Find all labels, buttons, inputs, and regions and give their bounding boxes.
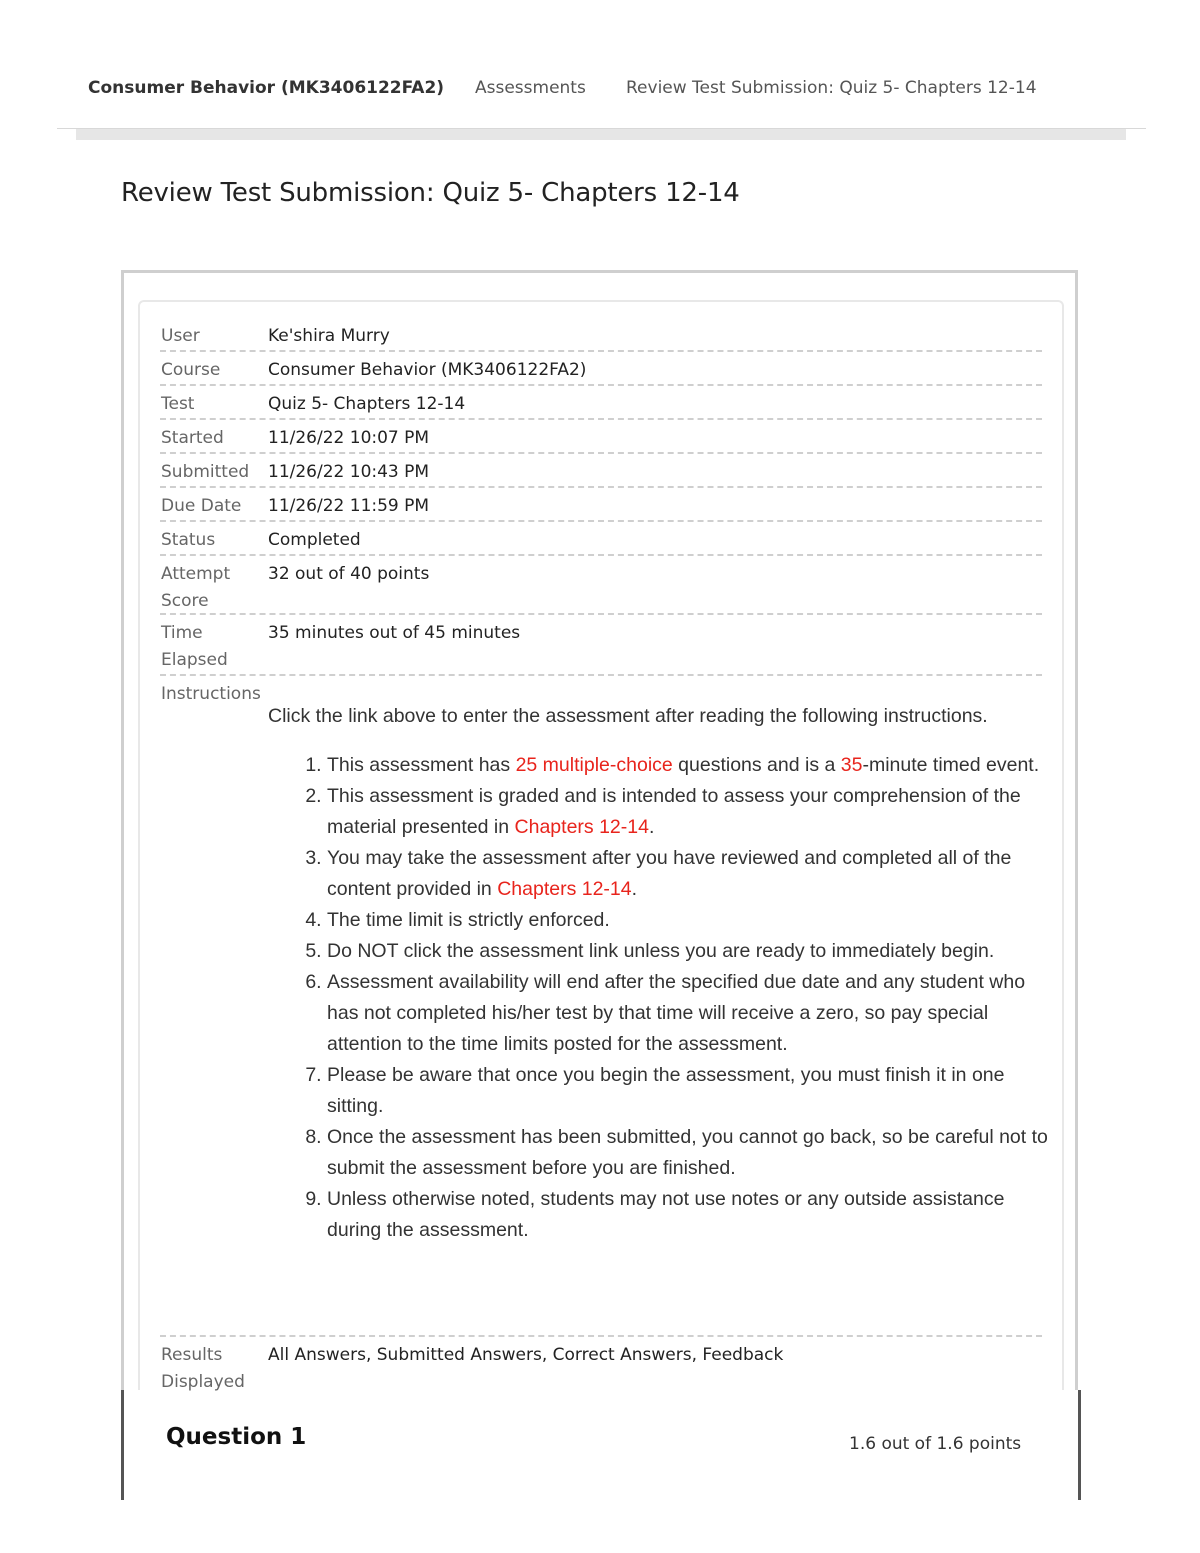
page-title: Review Test Submission: Quiz 5- Chapters 12-14: [121, 178, 740, 208]
detail-value-test: Quiz 5- Chapters 12-14: [268, 394, 466, 414]
instruction-item: 6. Assessment availability will end after the specified due date and any student who has not completed his/her test by that time will receive a zero, so pay special attention to the time limits posted for the assessment.: [327, 967, 1048, 1060]
detail-label: Instructions: [161, 684, 261, 704]
detail-label: [161, 1342, 266, 1396]
question-points: 1.6 out of 1.6 points: [849, 1434, 1022, 1454]
instruction-item: 5. Do NOT click the assessment link unless you are ready to immediately begin.: [327, 936, 1048, 967]
instruction-text: .: [631, 878, 638, 900]
instruction-text: .: [648, 816, 655, 838]
detail-row-test: [160, 386, 1042, 420]
instruction-text: questions and is a: [672, 754, 841, 776]
instruction-text: This assessment has: [327, 754, 516, 776]
detail-row-submitted: [160, 454, 1042, 488]
header-band: [76, 129, 1126, 140]
detail-value-results-displayed: All Answers, Submitted Answers, Correct Answers, Feedback: [268, 1345, 784, 1365]
detail-label: Started: [161, 428, 224, 448]
detail-label: User: [161, 326, 200, 346]
detail-label-line: Score: [161, 591, 209, 611]
detail-value-status: Completed: [268, 530, 361, 550]
instruction-text: You may take the assessment after you have reviewed and completed all of the content provided in: [327, 847, 1012, 900]
detail-row-user: [160, 318, 1042, 352]
submission-details-table: [160, 318, 1048, 1397]
detail-value-started: 11/26/22 10:07 PM: [268, 428, 430, 448]
instruction-item: 9. Unless otherwise noted, students may not use notes or any outside assistance during the assessment.: [327, 1184, 1048, 1246]
instruction-item: 4. The time limit is strictly enforced.: [327, 905, 1048, 936]
instruction-highlight: 35: [840, 754, 863, 776]
breadcrumb-course-link[interactable]: Consumer Behavior (MK3406122FA2): [88, 78, 445, 98]
breadcrumb-current-page: Review Test Submission: Quiz 5- Chapters 12-14: [626, 78, 1037, 98]
instruction-item: 7. Please be aware that once you begin the assessment, you must finish it in one sitting.: [327, 1060, 1048, 1122]
instruction-highlight: 25 multiple-choice: [515, 754, 673, 776]
detail-value-due-date: 11/26/22 11:59 PM: [268, 496, 430, 516]
instruction-item: [327, 843, 1048, 905]
detail-row-attempt-score: [160, 556, 1042, 615]
instruction-item: [327, 750, 1048, 781]
detail-label-line: Results: [161, 1345, 223, 1365]
detail-label: Status: [161, 530, 216, 550]
detail-value-user: Ke'shira Murry: [268, 326, 390, 346]
detail-label-line: Displayed: [161, 1372, 245, 1392]
detail-label: Submitted: [161, 462, 250, 482]
instruction-text: This assessment is graded and is intended to assess your comprehension of the material presented in: [327, 785, 1021, 838]
detail-row-started: [160, 420, 1042, 454]
instruction-text: -minute timed event.: [862, 754, 1040, 776]
detail-label-line: Elapsed: [161, 650, 228, 670]
instructions-body: [268, 704, 1048, 1246]
instructions-list: [268, 750, 1048, 1246]
instruction-highlight: Chapters 12-14: [514, 816, 649, 838]
detail-value-course: Consumer Behavior (MK3406122FA2): [268, 360, 587, 380]
detail-row-time-elapsed: [160, 615, 1042, 676]
detail-label: Course: [161, 360, 221, 380]
question-panel-border-right: [1078, 1390, 1081, 1500]
question-title: Question 1: [166, 1424, 307, 1450]
detail-row-instructions: [160, 676, 1048, 1337]
detail-label: Due Date: [161, 496, 242, 516]
detail-row-course: [160, 352, 1042, 386]
breadcrumb-assessments-link[interactable]: Assessments: [475, 78, 586, 98]
detail-value-time-elapsed: 35 minutes out of 45 minutes: [268, 623, 521, 643]
instruction-item: 8. Once the assessment has been submitted, you cannot go back, so be careful not to submit the assessment before you are finished.: [327, 1122, 1048, 1184]
detail-value-submitted: 11/26/22 10:43 PM: [268, 462, 430, 482]
instructions-intro: Click the link above to enter the assessment after reading the following instructions.: [268, 705, 988, 727]
detail-label: [161, 620, 266, 674]
detail-row-results-displayed: [160, 1337, 1042, 1397]
detail-label-line: Time: [161, 623, 203, 643]
detail-label: [161, 561, 266, 615]
question-panel-border-left: [121, 1390, 124, 1500]
detail-value-attempt-score: 32 out of 40 points: [268, 564, 430, 584]
detail-row-status: [160, 522, 1042, 556]
instruction-highlight: Chapters 12-14: [497, 878, 632, 900]
breadcrumb: [88, 78, 1037, 98]
instruction-item: [327, 781, 1048, 843]
detail-row-due-date: [160, 488, 1042, 522]
detail-label: Test: [161, 394, 195, 414]
detail-label-line: Attempt: [161, 564, 231, 584]
